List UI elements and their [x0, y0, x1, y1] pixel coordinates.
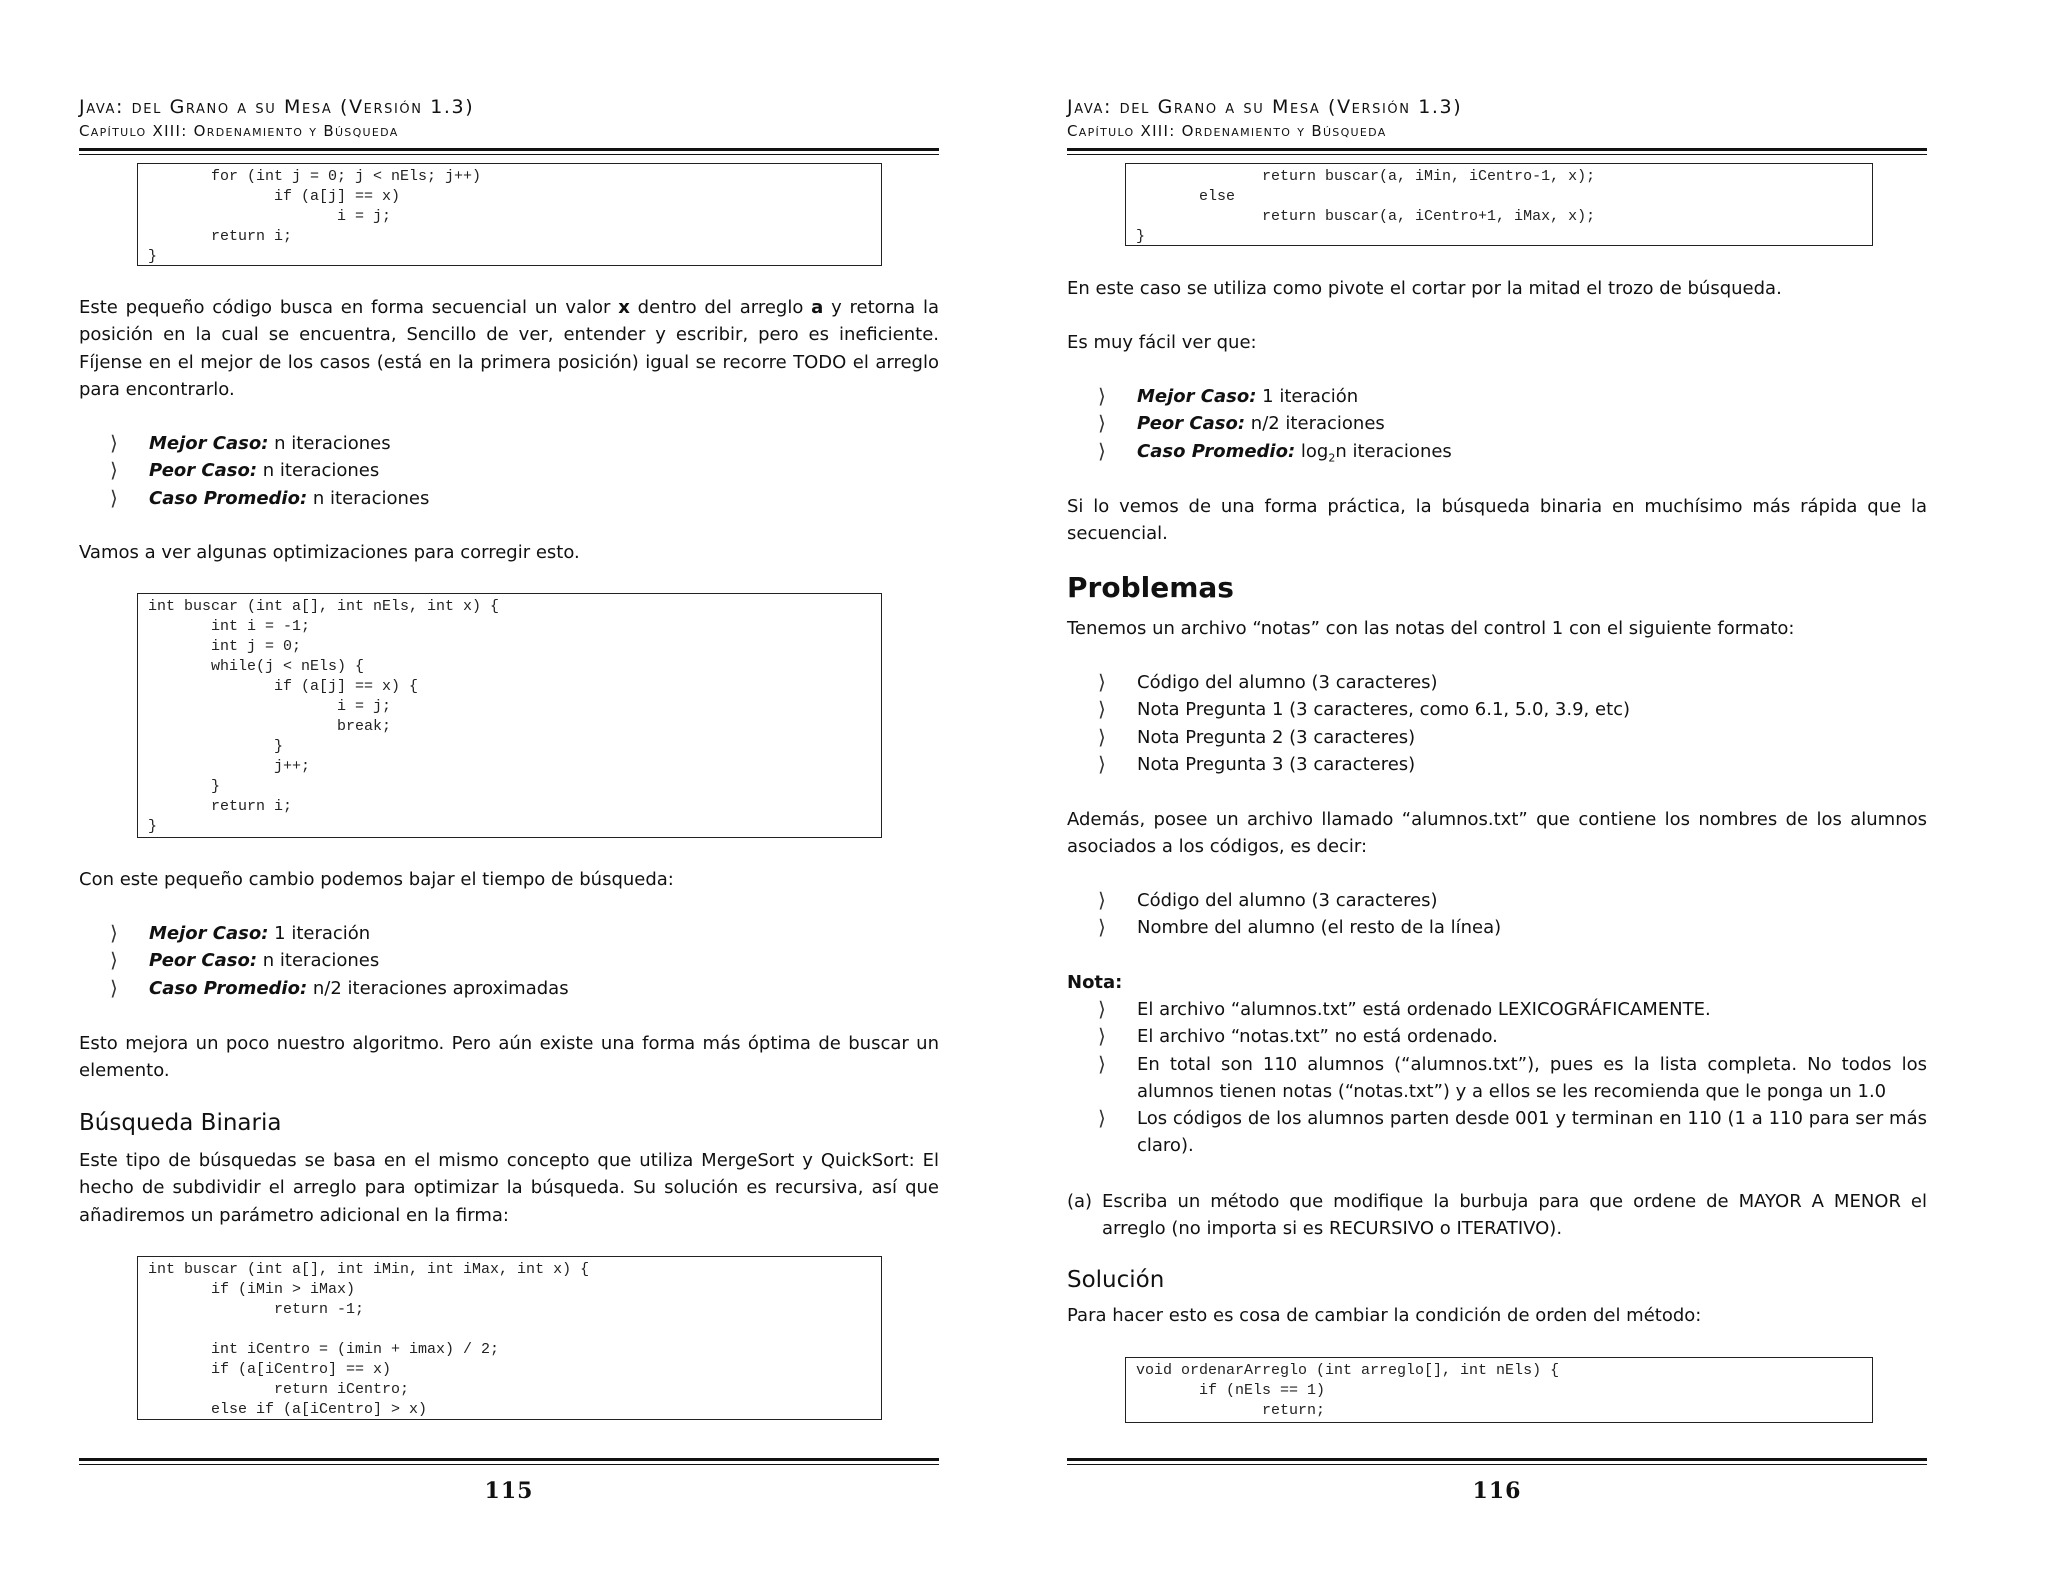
list-item: ⟩ Nota Pregunta 3 (3 caracteres) [1098, 751, 1630, 778]
list-item: ⟩ Nombre del alumno (el resto de la línea) [1098, 914, 1501, 941]
bullet-icon: ⟩ [1098, 1106, 1106, 1131]
footer-rule [1067, 1458, 1927, 1461]
header-rule [79, 148, 939, 151]
section-title: Búsqueda Binaria [79, 1110, 282, 1136]
bullet-icon: ⟩ [1098, 670, 1106, 694]
list-item: ⟩ Los códigos de los alumnos parten desde 001 y terminan en 110 (1 a 110 para ser más claro). [1098, 1106, 1927, 1157]
paragraph: Este tipo de búsquedas se basa en el mismo concepto que utiliza MergeSort y QuickSort: El hecho de subdividir el arreglo para optimizar la búsqueda. Su solución es recursiva, así que añadiremos un parámetro adicional en la firma: [79, 1150, 939, 1226]
bullet-icon: ⟩ [1098, 697, 1106, 722]
list-item: ⟩ En total son 110 alumnos (“alumnos.txt”), pues es la lista completa. No todos los alumnos tienen notas (“notas.txt”) y a ellos se les recomienda que le ponga un 1.0 [1098, 1051, 1927, 1102]
book-title: Java: del Grano a su Mesa (Versión 1.3) [79, 96, 475, 118]
format-list [1098, 887, 1501, 942]
case-list [1098, 383, 1452, 465]
section-title: Problemas [1067, 571, 1234, 604]
list-item: ⟩ Peor Caso: n iteraciones [110, 947, 569, 974]
code-block: for (int j = 0; j < nEls; j++) if (a[j] == x) i = j; return i; } [137, 163, 882, 266]
header-rule-thin [79, 154, 939, 155]
section-title: Solución [1067, 1267, 1165, 1293]
code-block: return buscar(a, iMin, iCentro-1, x); else return buscar(a, iCentro+1, iMax, x); } [1125, 163, 1873, 246]
code-block: int buscar (int a[], int iMin, int iMax, int x) { if (iMin > iMax) return -1; int iCentro = (imin + imax) / 2; if (a[iCentro] == x) return iCentro; else if (a[iCentro] > x) [137, 1256, 882, 1420]
bullet-icon: ⟩ [1098, 915, 1106, 940]
paragraph: Esto mejora un poco nuestro algoritmo. Pero aún existe una forma más óptima de buscar un elemento. [79, 1033, 939, 1082]
notes-list [1098, 996, 1927, 1160]
bullet-icon: ⟩ [1098, 997, 1106, 1021]
format-list [1098, 669, 1630, 778]
paragraph: Es muy fácil ver que: [1067, 332, 1257, 353]
bullet-icon: ⟩ [110, 431, 118, 455]
list-item: ⟩ Mejor Caso: 1 iteración [110, 920, 569, 947]
paragraph: Además, posee un archivo llamado “alumnos.txt” que contiene los nombres de los alumnos asociados a los códigos, es decir: [1067, 809, 1927, 858]
bullet-icon: ⟩ [1098, 411, 1106, 436]
paragraph: Para hacer esto es cosa de cambiar la condición de orden del método: [1067, 1305, 1702, 1326]
question-text: Escriba un método que modifique la burbuja para que ordene de MAYOR A MENOR el arreglo (no importa si es RECURSIVO o ITERATIVO). [1102, 1191, 1927, 1240]
paragraph: Tenemos un archivo “notas” con las notas del control 1 con el siguiente formato: [1067, 618, 1795, 639]
bullet-icon: ⟩ [110, 975, 118, 1000]
list-item: ⟩ Caso Promedio: $\log_2n$ iteraciones [1098, 438, 1452, 465]
code-block: int buscar (int a[], int nEls, int x) { int i = -1; int j = 0; while(j < nEls) { if (a[j] == x) { i = j; break; } j++; } return i; } [137, 593, 882, 838]
bullet-icon: ⟩ [1098, 384, 1106, 408]
list-item: ⟩ Caso Promedio: n iteraciones [110, 485, 429, 512]
list-item: ⟩ El archivo “alumnos.txt” está ordenado LEXICOGRÁFICAMENTE. [1098, 996, 1927, 1023]
paragraph: Con este pequeño cambio podemos bajar el tiempo de búsqueda: [79, 869, 674, 890]
bullet-icon: ⟩ [1098, 1024, 1106, 1049]
list-item: ⟩ Nota Pregunta 2 (3 caracteres) [1098, 724, 1630, 751]
paragraph: Este pequeño código busca en forma secuencial un valor x dentro del arreglo a y retorna la posición en la cual se encuentra, Sencillo de ver, entender y escribir, pero es ineficiente. Fíjense en el mejor de los casos (está en la primera posición) igual se recorre TODO el arreglo para encontrarlo. [79, 297, 939, 400]
footer-rule-thin [1067, 1464, 1927, 1465]
case-list [110, 920, 569, 1002]
footer-rule [79, 1458, 939, 1461]
bullet-icon: ⟩ [110, 458, 118, 483]
header-rule [1067, 148, 1927, 151]
list-item: ⟩ Código del alumno (3 caracteres) [1098, 887, 1501, 914]
bullet-icon: ⟩ [1098, 1051, 1106, 1076]
bullet-icon: ⟩ [1098, 751, 1106, 776]
list-item: ⟩ Código del alumno (3 caracteres) [1098, 669, 1630, 696]
question-a [1067, 1188, 1927, 1243]
code-block: void ordenarArreglo (int arreglo[], int nEls) { if (nEls == 1) return; [1125, 1357, 1873, 1423]
footer-rule-thin [79, 1464, 939, 1465]
paragraph: Vamos a ver algunas optimizaciones para corregir esto. [79, 542, 580, 563]
list-item: ⟩ Caso Promedio: n/2 iteraciones aproximadas [110, 975, 569, 1002]
list-item: ⟩ Mejor Caso: n iteraciones [110, 430, 429, 457]
bullet-icon: ⟩ [110, 948, 118, 973]
paragraph: Si lo vemos de una forma práctica, la búsqueda binaria en muchísimo más rápida que la secuencial. [1067, 496, 1927, 545]
page-number: 116 [1472, 1478, 1522, 1504]
case-list [110, 430, 429, 512]
question-label: (a) [1067, 1191, 1093, 1212]
chapter-title: Capítulo XIII: Ordenamiento y Búsqueda [79, 122, 399, 140]
bullet-icon: ⟩ [110, 485, 118, 510]
page-left [79, 0, 949, 1582]
page-number: 115 [484, 1478, 534, 1504]
paragraph: En este caso se utiliza como pivote el cortar por la mitad el trozo de búsqueda. [1067, 278, 1782, 299]
page-right [1067, 0, 1937, 1582]
list-item: ⟩ Mejor Caso: 1 iteración [1098, 383, 1452, 410]
bullet-icon: ⟩ [110, 921, 118, 945]
list-item: ⟩ El archivo “notas.txt” no está ordenado. [1098, 1023, 1927, 1050]
bullet-icon: ⟩ [1098, 724, 1106, 749]
chapter-title: Capítulo XIII: Ordenamiento y Búsqueda [1067, 122, 1387, 140]
book-title: Java: del Grano a su Mesa (Versión 1.3) [1067, 96, 1463, 118]
nota-label: Nota: [1067, 972, 1123, 993]
bullet-icon: ⟩ [1098, 888, 1106, 912]
list-item: ⟩ Peor Caso: n iteraciones [110, 457, 429, 484]
list-item: ⟩ Nota Pregunta 1 (3 caracteres, como 6.1, 5.0, 3.9, etc) [1098, 696, 1630, 723]
bullet-icon: ⟩ [1098, 438, 1106, 463]
list-item: ⟩ Peor Caso: n/2 iteraciones [1098, 410, 1452, 437]
header-rule-thin [1067, 154, 1927, 155]
